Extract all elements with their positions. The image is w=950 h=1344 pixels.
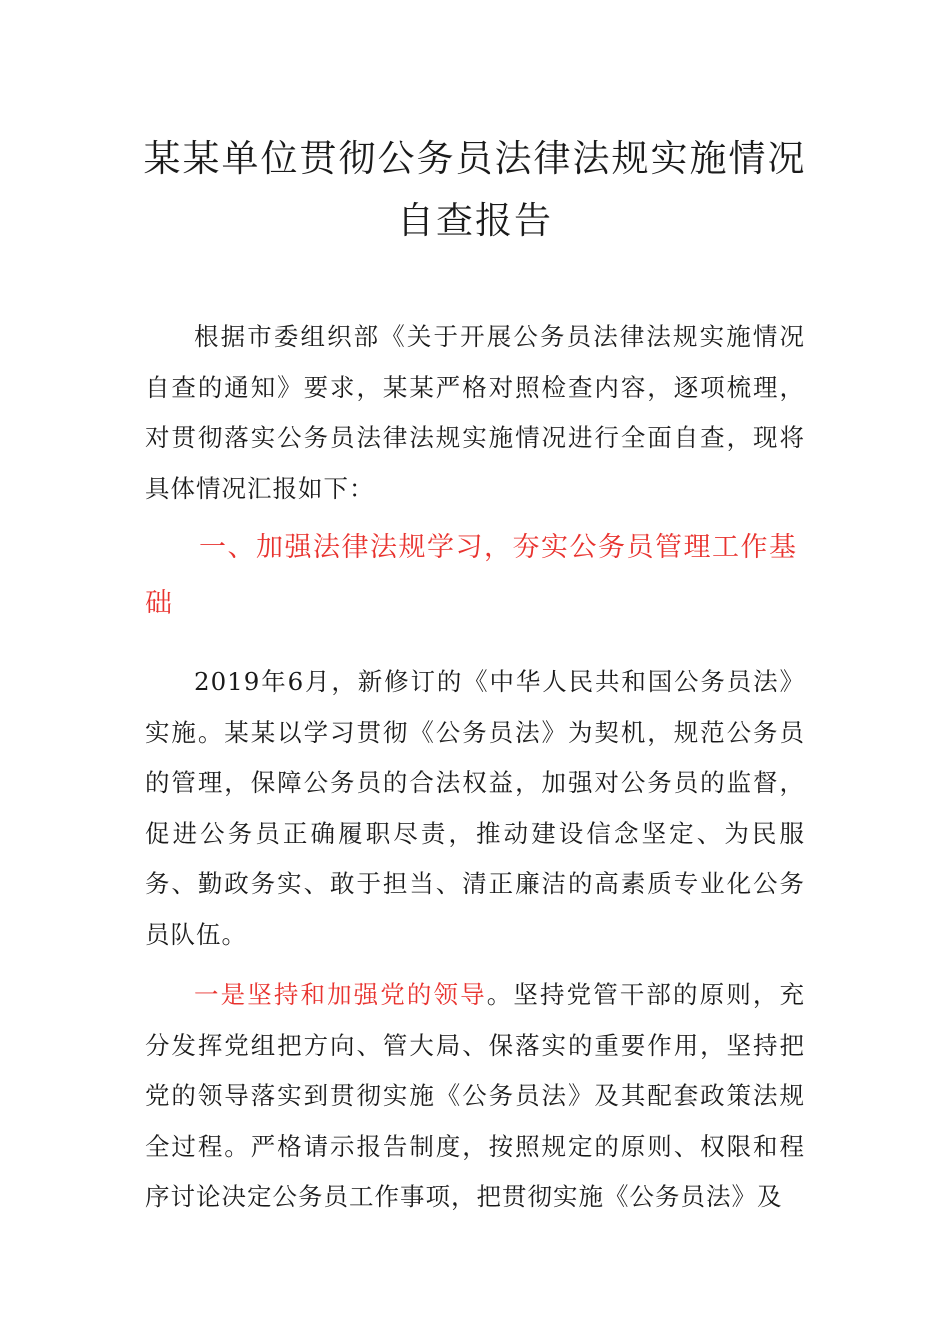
point-1-body: 。坚持党管干部的原则，充分发挥党组把方向、管大局、保落实的重要作用，坚持把党的领导落实到贯彻实施《公务员法》及其配套政策法规全过程。严格请示报告制度，按照规定的原则、权限和程序讨论决定公务员工作事项，把贯彻实施《公务员法》及: [145, 980, 805, 1211]
intro-paragraph: 根据市委组织部《关于开展公务员法律法规实施情况自查的通知》要求，某某严格对照检查内容，逐项梳理，对贯彻落实公务员法律法规实施情况进行全面自查，现将具体情况汇报如下：: [145, 322, 805, 503]
section-1-paragraph: 2019年6月，新修订的《中华人民共和国公务员法》实施。某某以学习贯彻《公务员法》为契机，规范公务员的管理，保障公务员的合法权益，加强对公务员的监督，促进公务员正确履职尽责，推动建设信念坚定、为民服务、勤政务实、敢于担当、清正廉洁的高素质专业化公务员队伍。: [145, 667, 805, 949]
document-title: 某某单位贯彻公务员法律法规实施情况自查报告: [143, 137, 807, 242]
section-heading-1: 一、加强法律法规学习，夯实公务员管理工作基础: [145, 532, 798, 619]
point-1-lead: 一是坚持和加强党的领导: [194, 980, 487, 1009]
point-1-paragraph: [145, 970, 805, 1223]
